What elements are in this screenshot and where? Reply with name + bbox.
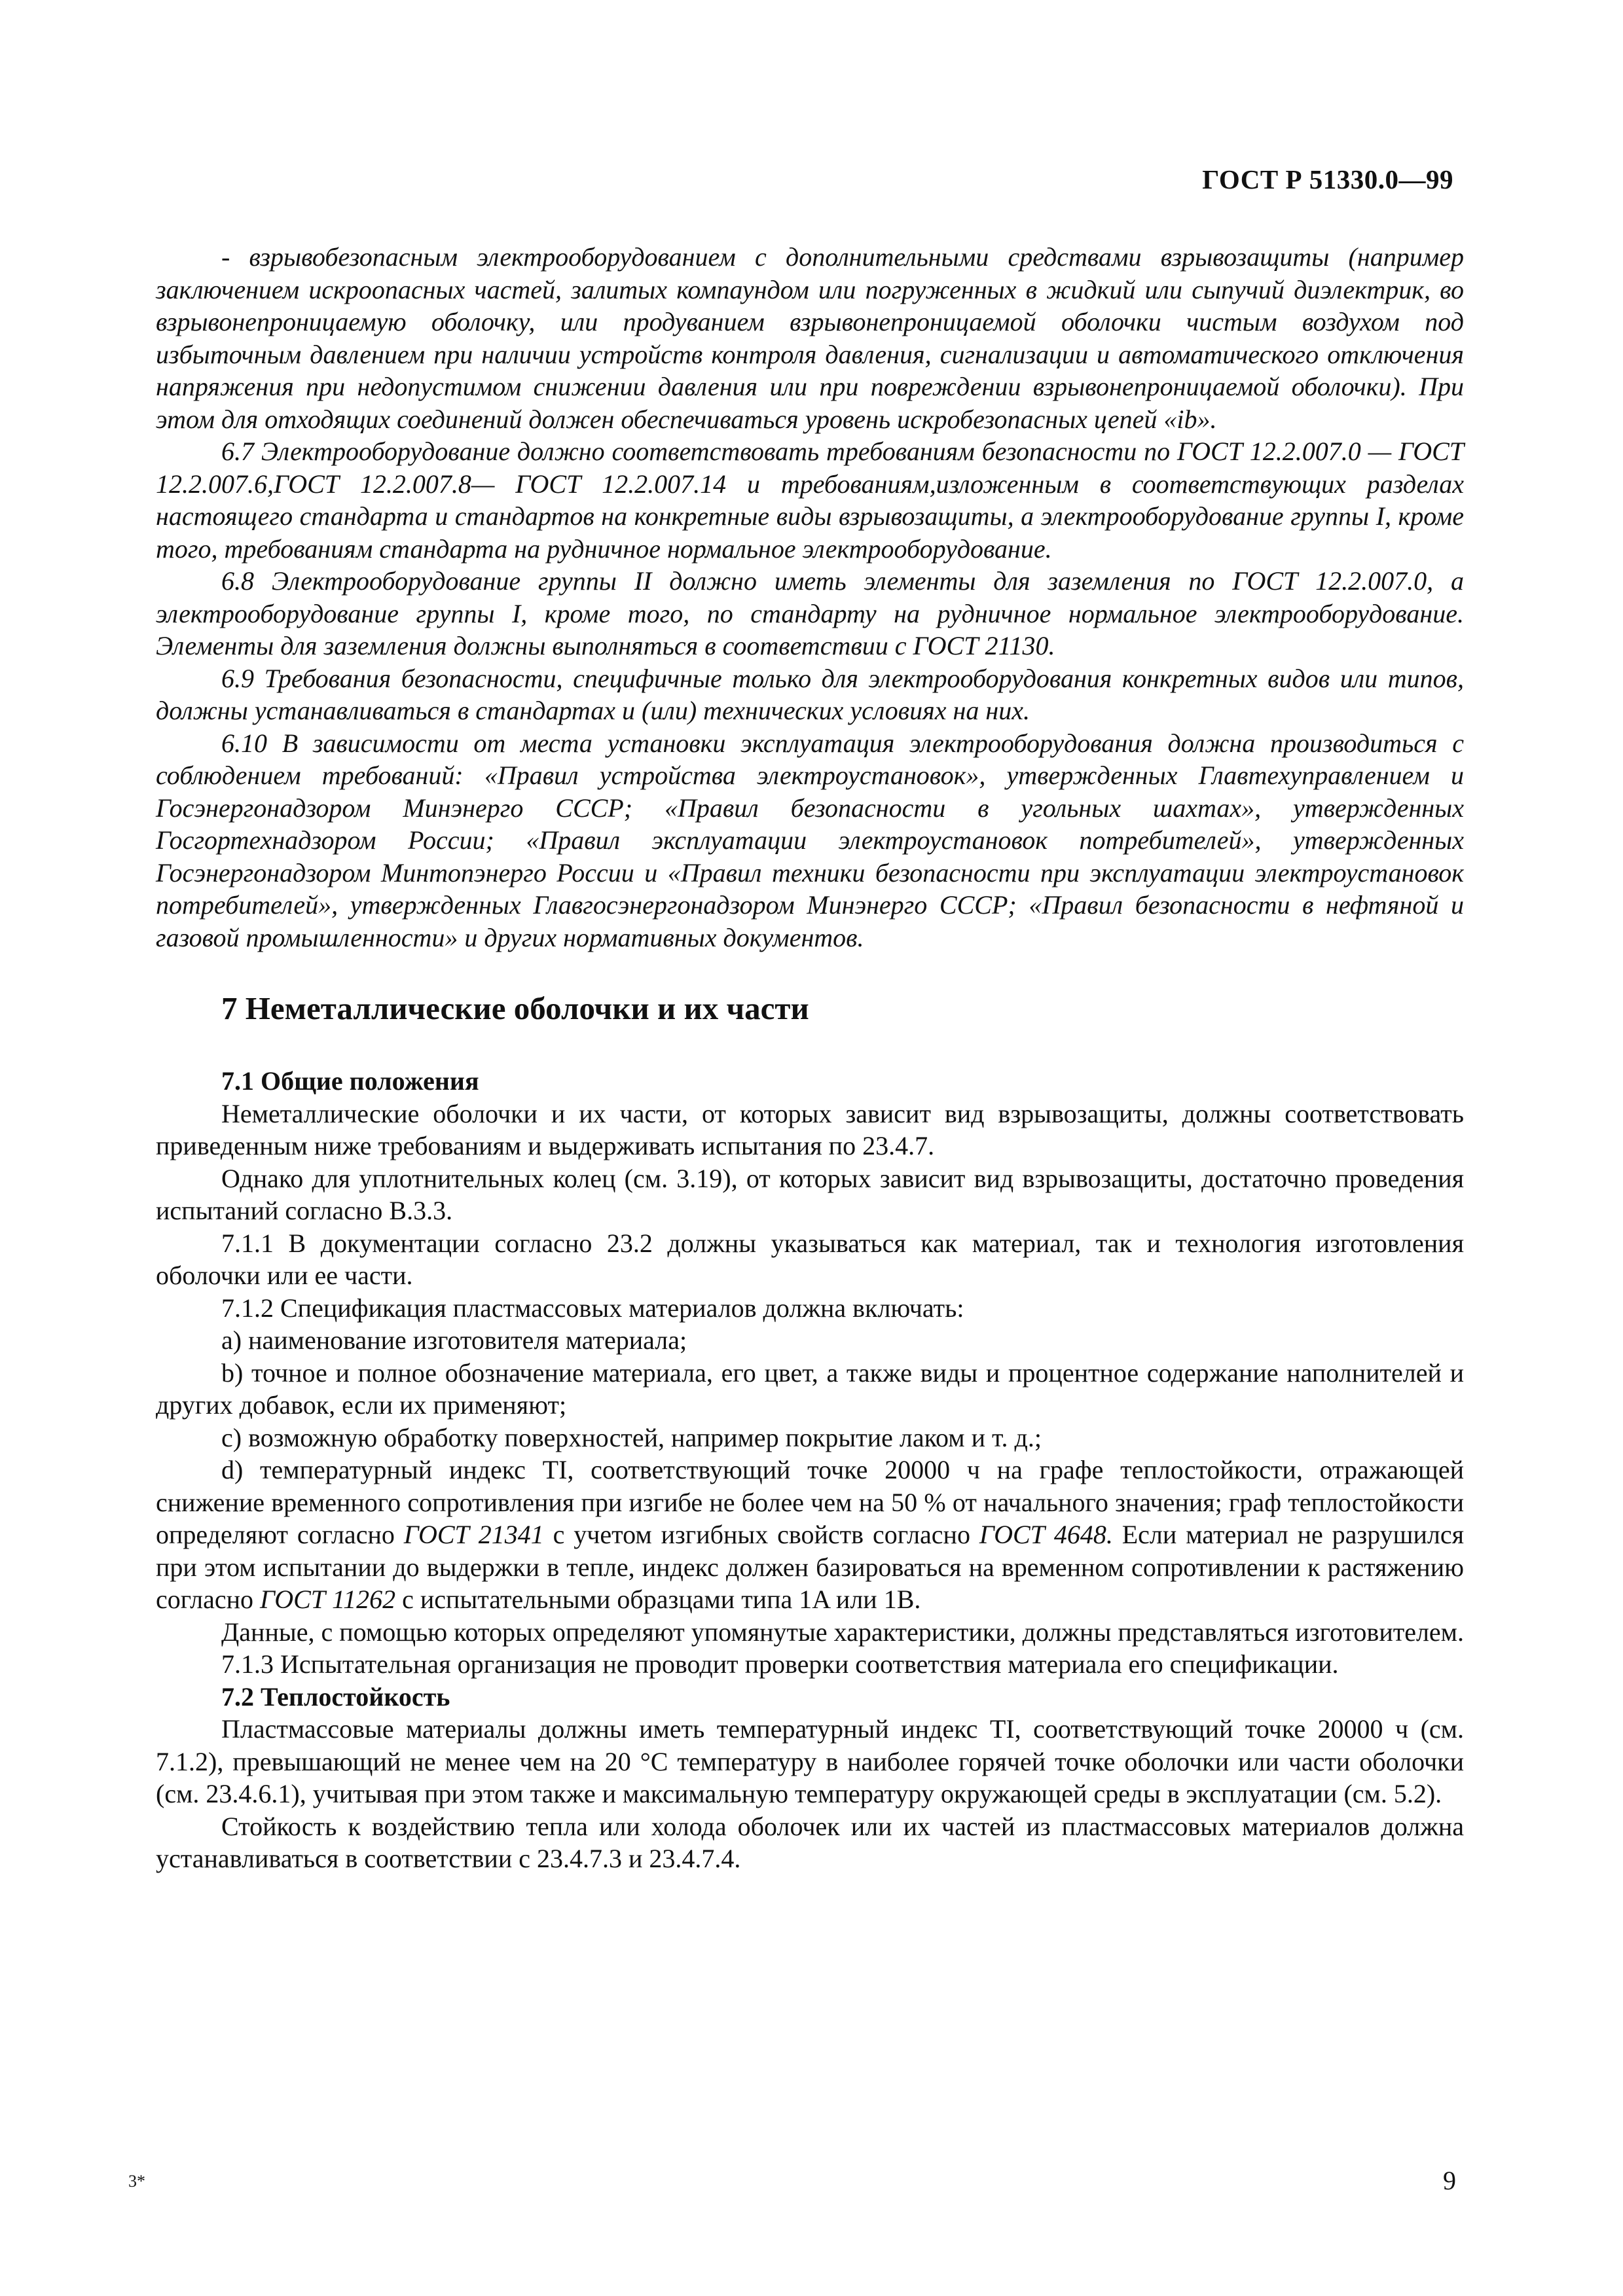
- subsection-7-2-title: 7.2 Теплостойкость: [221, 1681, 450, 1712]
- section-7-title: 7 Неметаллические оболочки и их части: [221, 990, 809, 1026]
- paragraph-7-1-3: 7.1.3 Испытательная организация не проводит проверки соответствия материала его спецификации.: [221, 1649, 1339, 1679]
- list-item-d-text-2: с учетом изгибных свойств согласно: [543, 1520, 979, 1549]
- paragraph-7-2-resistance: Стойкость к воздействию тепла или холода оболочек или их частей из пластмассовых материалов должна устанавливаться в соответствии с 23.4.7.3 и 23.4.7.4.: [156, 1811, 1464, 1873]
- subsection-7-1-title: 7.1 Общие положения: [221, 1066, 479, 1096]
- paragraph-7-1-seals: Однако для уплотнительных колец (см. 3.19), от которых зависит вид взрывозащиты, достаточно проведения испытаний согласно В.3.3.: [156, 1163, 1464, 1225]
- paragraph-7-2-thermal-index: Пластмассовые материалы должны иметь температурный индекс TI, соответствующий точке 20000 ч (см. 7.1.2), превышающий не менее чем на 20 °C температуру в наиболее горячей точке оболочки или части оболочки (см. 23.4.6.1), учитывая при этом также и максимальную температуру окружающей среды в эксплуатации (см. 5.2).: [156, 1714, 1464, 1808]
- sheet-mark: 3*: [128, 2172, 145, 2191]
- paragraph-explosion-protected-equipment: - взрывобезопасным электрооборудованием с дополнительными средствами взрывозащиты (например заключением искроопасных частей, залитых компаундом или погруженных в жидкий или сыпучий диэлектрик, во взрывонепроницаемую оболочку, или продуванием взрывонепроницаемой оболочки чистым воздухом под избыточным давлением при наличии устройств контроля давления, сигнализации и автоматического отключения напряжения при недопустимом снижении давления или при повреждении взрывонепроницаемой оболочки). При этом для отходящих соединений должен обеспечиваться уровень искробезопасных цепей «ib».: [156, 242, 1464, 434]
- paragraph-7-1-intro: Неметаллические оболочки и их части, от которых зависит вид взрывозащиты, должны соответствовать приведенным ниже требованиям и выдерживать испытания по 23.4.7.: [156, 1098, 1464, 1160]
- paragraph-6-8: 6.8 Электрооборудование группы II должно иметь элементы для заземления по ГОСТ 12.2.007.0, а электрооборудование группы I, кроме того, по стандарту на рудничное нормальное электрооборудование. Элементы для заземления должны выполняться в соответствии с ГОСТ 21130.: [156, 566, 1464, 660]
- list-item-d-text-4: с испытательными образцами типа 1A или 1B.: [395, 1585, 921, 1614]
- paragraph-6-10: 6.10 В зависимости от места установки эксплуатация электрооборудования должна производиться с соблюдением требований: «Правил устройства электроустановок», утвержденных Главтехуправлением и Госэнергонадзором Минэнерго СССР; «Правил безопасности в угольных шахтах», утвержденных Госгортехнадзором России; «Правил эксплуатации электроустановок потребителей», утвержденных Госэнергонадзором Минтопэнерго России и «Правил техники безопасности при эксплуатации электроустановок потребителей», утвержденных Главгосэнергонадзором Минэнерго СССР; «Правил безопасности в нефтяной и газовой промышленности» и других нормативных документов.: [156, 728, 1464, 952]
- paragraph-7-1-1: 7.1.1 В документации согласно 23.2 должны указываться как материал, так и технология изготовления оболочки или ее части.: [156, 1228, 1464, 1290]
- page-content: [156, 241, 1464, 1875]
- gost-reference: ГОСТ 11262: [260, 1585, 396, 1614]
- list-item-b: b) точное и полное обозначение материала, его цвет, а также виды и процентное содержание наполнителей и других добавок, если их применяют;: [156, 1357, 1464, 1420]
- list-item-d: [156, 1454, 1464, 1616]
- list-item-d-text-1: d) температурный индекс TI, соответствующий точке 20000 ч на графе теплостойкости, отражающей снижение временного сопротивления при изгибе не более чем на 50 % от начального значения; граф теплостойкости определяют согласно: [156, 1455, 1464, 1549]
- document-code: ГОСТ Р 51330.0—99: [1202, 164, 1453, 194]
- paragraph-6-7: 6.7 Электрооборудование должно соответствовать требованиям безопасности по ГОСТ 12.2.007.0 — ГОСТ 12.2.007.6,ГОСТ 12.2.007.8— ГОСТ 12.2.007.14 и требованиям,изложенным в соответствующих разделах настоящего стандарта и стандартов на конкретные виды взрывозащиты, а электрооборудование группы I, кроме того, требованиям стандарта на рудничное нормальное электрооборудование.: [156, 437, 1464, 564]
- list-item-d-text-3: Если материал не разрушился при этом испытании до выдержки в тепле, индекс должен базироваться на временном сопротивлении к растяжению согласно: [156, 1520, 1464, 1614]
- gost-reference: ГОСТ 4648.: [979, 1520, 1113, 1549]
- gost-reference: ГОСТ 21341: [403, 1520, 544, 1549]
- page-number: 9: [1443, 2166, 1456, 2195]
- paragraph-data-supplier: Данные, с помощью которых определяют упомянутые характеристики, должны представляться изготовителем.: [221, 1617, 1464, 1647]
- paragraph-7-1-2: 7.1.2 Спецификация пластмассовых материалов должна включать:: [221, 1293, 964, 1323]
- paragraph-6-9: 6.9 Требования безопасности, специфичные только для электрооборудования конкретных видов или типов, должны устанавливаться в стандартах и (или) технических условиях на них.: [156, 663, 1464, 725]
- list-item-c: c) возможную обработку поверхностей, например покрытие лаком и т. д.;: [221, 1422, 1042, 1452]
- list-item-a: a) наименование изготовителя материала;: [221, 1325, 687, 1355]
